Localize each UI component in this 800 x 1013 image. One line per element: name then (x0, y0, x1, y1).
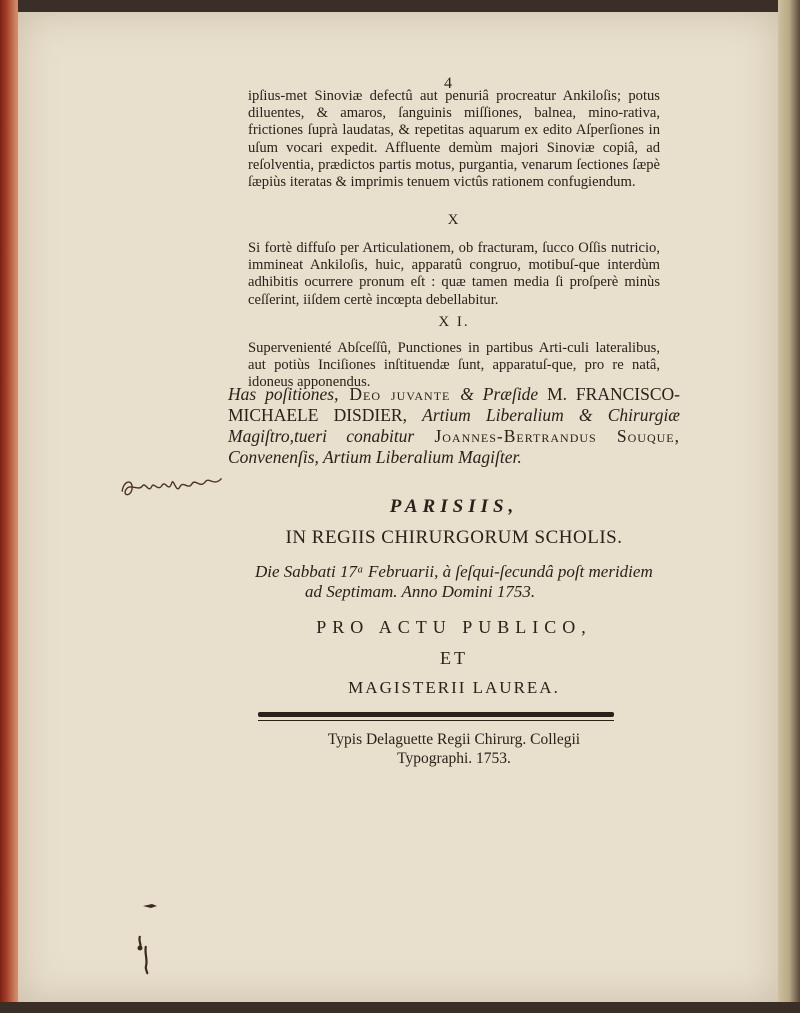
section-number-xi: X I. (438, 314, 470, 330)
theses-president-name: M. FRANCISCO-MICHAELE DISDIER, (228, 384, 680, 425)
ink-mark-2 (134, 932, 158, 981)
date-line (255, 562, 675, 602)
closing-et: ET (440, 648, 468, 668)
bottom-edge (0, 1002, 800, 1013)
theses-intro: Has poſitiones (228, 384, 335, 404)
pro-actu-publico: PRO ACTU PUBLICO, (316, 617, 592, 637)
date-line-2: ad Septimam. Anno Domini 1753. (305, 582, 536, 601)
page-number: 4 (444, 75, 452, 92)
place-schools: IN REGIIS CHIRURGORUM SCHOLIS. (285, 527, 623, 548)
handwritten-signature (117, 468, 229, 508)
date-line-1: Die Sabbati 17ᵃ Februarii, à ſeſqui-ſecundâ poſt meridiem (255, 562, 653, 581)
theses-candidate-title: Convenenſis, Artium Liberalium Magiſter. (228, 447, 522, 467)
top-edge (0, 0, 800, 12)
theses-statement (228, 384, 680, 468)
printer-imprint (228, 730, 680, 768)
signature-scrawl (117, 468, 228, 504)
paragraph-10: Si fortè diffuſo per Articulationem, ob fracturam, ſucco Oſſis nutricio, immineat Ankiloſis, huic, apparatû congruo, motibuſ-que interdùm adhibitis ocurrere pronum eſt : quæ tamen media ſi proſperè minùs ceſſerint, iiſdem certè incœpta debellabitur. (248, 240, 660, 308)
place-city: PARISIIS, (389, 496, 519, 517)
ink-scribble-icon (134, 932, 158, 976)
book-spine-edge (0, 0, 18, 1013)
ink-mark-1 (142, 900, 158, 915)
magisterii-laurea: MAGISTERII LAUREA. (348, 678, 560, 697)
paragraph-11: Supervenienté Abſceſſû, Punctiones in partibus Arti-culi lateralibus, aut potiùs Inciſiones inſtituendæ ſunt, apparatuſ-que, pro re natâ, idoneus apponendus. (248, 340, 660, 391)
ink-blot-icon (142, 901, 158, 911)
theses-praeside: & Præſide (460, 384, 539, 404)
section-number-x: X (447, 212, 461, 228)
paragraph-9-continuation: ipſius-met Sinoviæ defectû aut penuriâ procreatur Ankiloſis; potus diluentes, & amaros, ſanguinis miſſiones, balnea, mino-rativa, frictiones ſuprà laudatas, & repetitas aquarum ex edito Aſperſiones in uſum vocari expedit. Affluente demùm majori Sinoviæ copiâ, ad reſolventia, prædictos partis motus, purgantia, venarum ſectiones ſæpè ſæpiùs iteratas & imprimis tenuem victûs rationem confugiendum. (248, 88, 660, 191)
divider-rule-thin (258, 720, 614, 721)
theses-candidate-name: Joannes-Bertrandus Souque, (414, 426, 680, 446)
printer-line-1: Typis Delaguette Regii Chirurg. Collegii (327, 731, 581, 748)
page-fore-edge (778, 0, 800, 1013)
printer-line-2: Typographi. 1753. (397, 750, 511, 767)
theses-deo: , Deo juvante (334, 384, 461, 404)
theses-president-title: Artium Liberalium & Chirurgiæ Magiſtro,tueri conabitur (228, 405, 680, 446)
divider-rule-thick (258, 712, 614, 717)
